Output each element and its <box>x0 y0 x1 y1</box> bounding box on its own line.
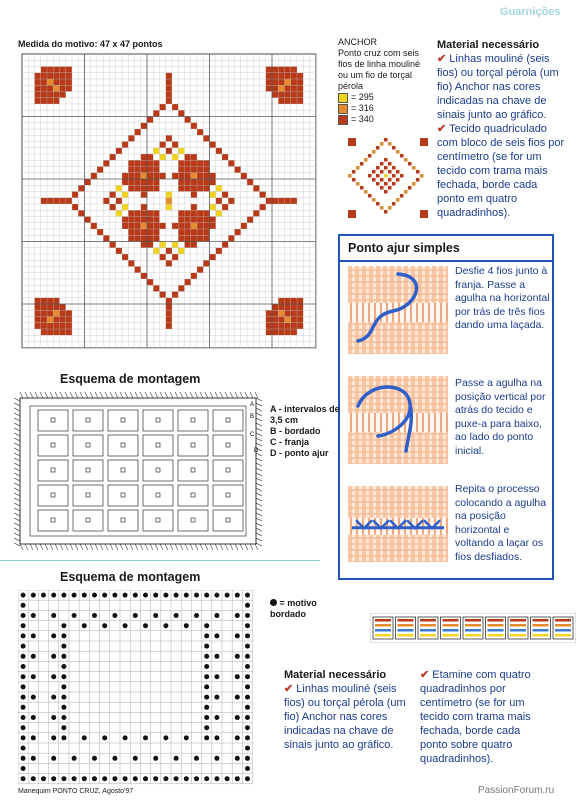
marker-label: D <box>254 448 259 454</box>
red-swatch-icon <box>338 115 348 125</box>
montagem2-title: Esquema de montagem <box>60 570 201 584</box>
footer-left: Manequim PONTO CRUZ, Agosto'97 <box>18 788 134 795</box>
legend-item: A - intervalos de 3,5 cm <box>270 404 340 425</box>
orange-swatch-icon <box>338 104 348 114</box>
anchor-key-row <box>338 103 430 114</box>
ajur-step3-text: Repita o processo colocando a agulha na posição horizontal e voltando a laçar os fios desfiados. <box>455 483 547 563</box>
border-strip-sample <box>370 613 576 643</box>
montagem2-diagram <box>18 590 262 790</box>
legend-item: C - franja <box>270 437 310 447</box>
ajur-step2-text: Passe a agulha na posição vertical por atrás do tecido e puxe-a para baixo, ao lado do ponto inicial. <box>455 377 546 457</box>
yellow-swatch-icon <box>338 93 348 103</box>
marker-label: A <box>250 402 255 408</box>
ponto-ajur-panel <box>338 234 554 580</box>
anchor-title: ANCHOR <box>338 37 378 47</box>
materials-bottom-col2 <box>420 668 550 766</box>
anchor-key-row <box>338 92 430 103</box>
materials-bottom-title: Material necessário <box>284 669 387 681</box>
marker-label: B <box>250 414 255 420</box>
check-icon: ✔ <box>284 683 294 695</box>
cross-stitch-chart <box>18 50 318 355</box>
materials-top-item: ✔ Tecido quadriculado com bloco de seis fios por centímetro (se for um tecido com trama mais fechada, borde cada ponto em quatro quadradinhos). <box>437 123 565 219</box>
materials-bottom-col1 <box>284 668 409 752</box>
key-label: = 340 <box>351 114 374 124</box>
marker-label: C <box>250 432 255 438</box>
anchor-key-row <box>338 114 430 125</box>
key-label: = 295 <box>351 92 374 102</box>
materials-top-title: Material necessário <box>437 39 540 51</box>
ajur-step1-text: Desfie 4 fios junto à franja. Passe a agulha na horizontal por trás de três fios dando uma laçada. <box>455 265 550 331</box>
ajur-step3-illustration <box>348 486 448 562</box>
section-divider <box>0 560 320 561</box>
key-label: = 316 <box>351 103 374 113</box>
materials-top-item: ✔ Linhas mouliné (seis fios) ou torçal pérola (um fio) Anchor nas cores indicadas na chave de sinais junto ao gráfico. <box>437 53 559 121</box>
chart-title: Medida do motivo: 47 x 47 pontos <box>18 39 163 49</box>
materials-bottom-item: ✔ Linhas mouliné (seis fios) ou torçal pérola (um fio) Anchor nas cores indicadas na chave de sinais junto ao gráfico. <box>284 683 406 751</box>
header-corner-word: Guarnições <box>500 6 561 18</box>
anchor-description: Ponto cruz com seis fios de linha mouliné ou um fio de torçal pérola <box>338 48 421 91</box>
ajur-step2-illustration <box>348 376 448 464</box>
motif-preview <box>340 130 430 220</box>
anchor-key <box>338 37 430 125</box>
montagem1-legend <box>270 404 340 459</box>
materials-top <box>437 38 567 220</box>
check-icon: ✔ <box>437 53 447 65</box>
ajur-step1-illustration <box>348 266 448 354</box>
legend-text: = motivo bordado <box>270 598 317 619</box>
materials-bottom-item: ✔ Etamine com quatro quadradinhos por centímetro (se for um tecido com trama mais fechada, borde cada ponto sobre quatro quadradinhos). <box>420 669 531 765</box>
ajur-title: Ponto ajur simples <box>348 241 460 255</box>
motif-dot-icon <box>270 599 277 606</box>
check-icon: ✔ <box>437 123 447 135</box>
montagem1-title: Esquema de montagem <box>60 372 201 386</box>
legend-item: D - ponto ajur <box>270 448 329 458</box>
check-icon: ✔ <box>420 669 430 681</box>
footer-right: PassionForum.ru <box>478 785 555 796</box>
montagem2-legend <box>270 598 330 620</box>
legend-item: B - bordado <box>270 426 321 436</box>
montagem1-diagram <box>14 392 264 550</box>
